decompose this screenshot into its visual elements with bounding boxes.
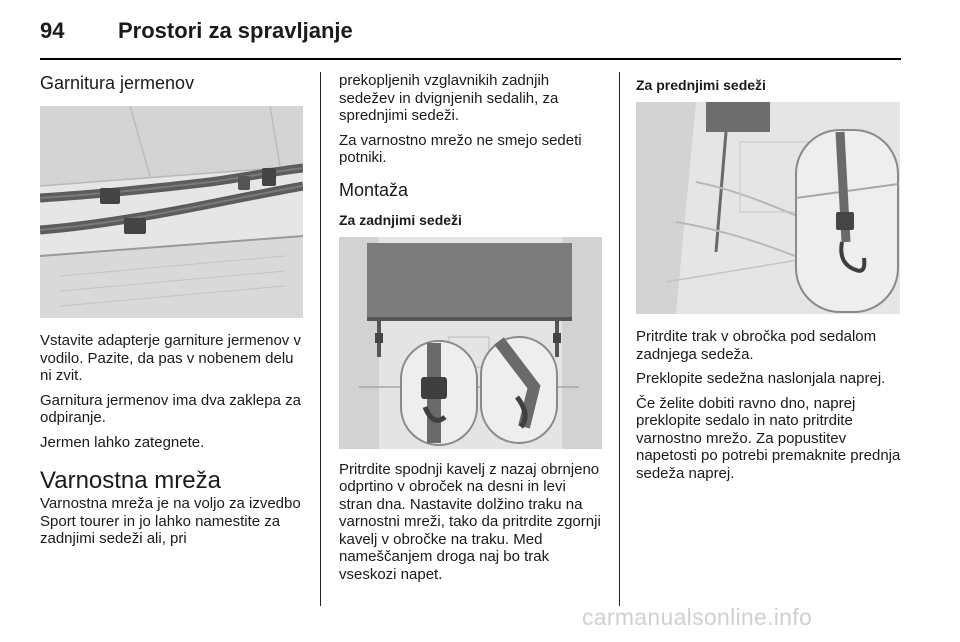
paragraph: Pritrdite spodnji kavelj z nazaj obrnjeno odprtino v obroček na desni in levi stran dna. Nastavite dolžino traku na varnostni mreži, tako da pritrdite zgornji kavelj v obročke na traku. Med nameščanjem droga naj bo trak vseskozi napet.	[339, 460, 601, 583]
page-title: Prostori za spravljanje	[118, 18, 353, 43]
paragraph: Garnitura jermenov ima dva zaklepa za odpiranje.	[40, 391, 301, 426]
paragraph: Pritrdite trak v obročka pod sedalom zadnjega sedeža.	[636, 328, 877, 363]
column-divider	[320, 72, 321, 606]
rear-seat-net-illustration	[339, 237, 602, 449]
paragraph: prekopljenih vzglavnikih zadnjih sedežev in dvignjenih sedalih, za sprednjimi sedeži.	[339, 72, 559, 124]
paragraph: Če želite dobiti ravno dno, naprej preklopite sedalo in nato pritrdite varnostno mrežo. Za popustitev napetosti po potrebi premaknite prednja sedeža naprej.	[636, 394, 901, 482]
front-seat-net-illustration	[636, 102, 902, 314]
paragraph: Vstavite adapterje garniture jermenov v vodilo. Pazite, da pas v nobenem delu ni zvit.	[40, 332, 301, 384]
section-heading-belt-set: Garnitura jermenov	[40, 73, 195, 93]
paragraph: Varnostna mreža je na voljo za izvedbo Sport tourer in jo lahko namestite za zadnjimi sedeži ali, pri	[40, 495, 301, 547]
column-left	[40, 72, 303, 548]
belt-set-illustration	[40, 106, 303, 318]
page-header	[0, 0, 960, 60]
subheading-behind-front-seats: Za prednjimi sedeži	[636, 77, 766, 93]
column-middle	[339, 72, 602, 583]
section-heading-mounting: Montaža	[339, 179, 409, 200]
column-divider	[619, 72, 620, 606]
site-watermark: carmanualsonline.info	[582, 604, 813, 630]
section-heading-safety-net: Varnostna mreža	[40, 467, 221, 494]
subheading-behind-rear-seats: Za zadnjimi sedeži	[339, 211, 462, 228]
header-rule	[40, 58, 901, 60]
paragraph: Jermen lahko zategnete.	[40, 433, 205, 451]
paragraph: Preklopite sedežna naslonjala naprej.	[636, 370, 886, 387]
paragraph: Za varnostno mrežo ne smejo sedeti potniki.	[339, 131, 582, 166]
column-right	[636, 72, 902, 482]
page-number: 94	[40, 18, 65, 43]
